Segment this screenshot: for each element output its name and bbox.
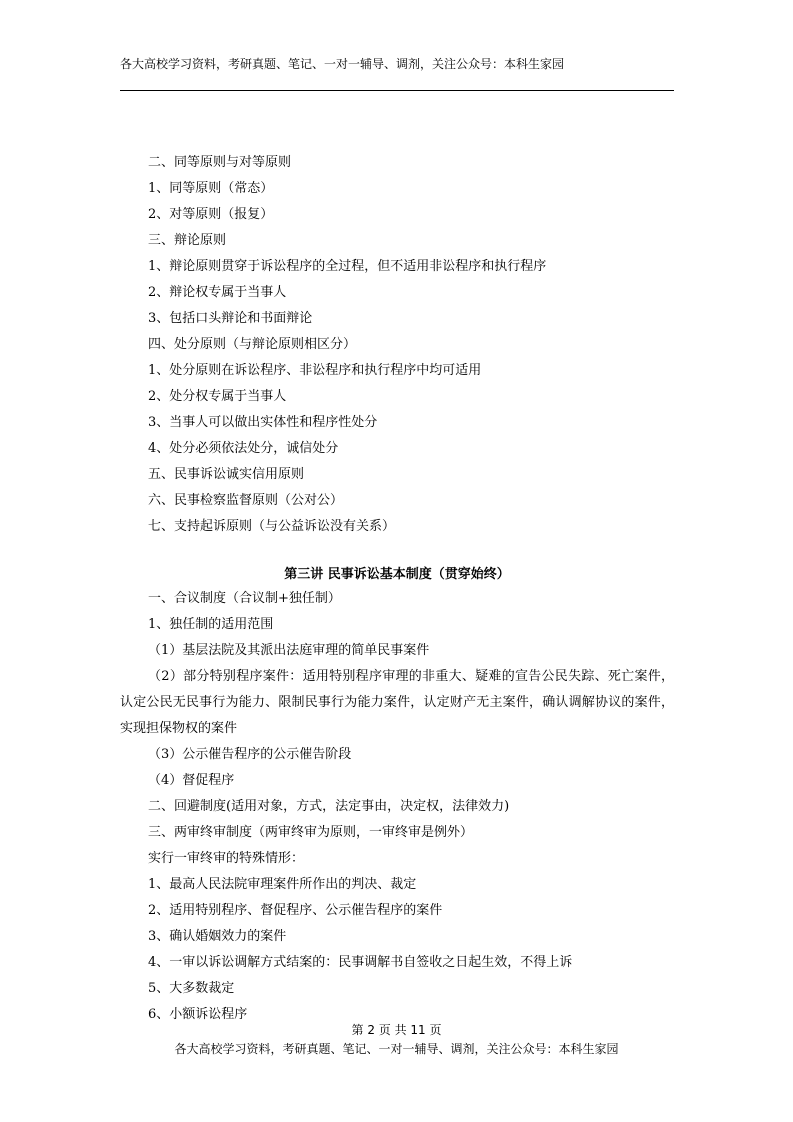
text-line: 4、处分必须依法处分，诚信处分 bbox=[148, 441, 339, 456]
text-line: 2、辩论权专属于当事人 bbox=[148, 285, 287, 300]
text-line: 二、回避制度(适用对象，方式，法定事由，决定权，法律效力) bbox=[148, 799, 510, 814]
text-line: 3、当事人可以做出实体性和程序性处分 bbox=[148, 415, 378, 430]
text-line: 1、独任制的适用范围 bbox=[148, 617, 274, 632]
text-line: 3、包括口头辩论和书面辩论 bbox=[148, 311, 313, 326]
section-principles bbox=[148, 150, 674, 540]
text-line: 二、同等原则与对等原则 bbox=[148, 155, 292, 170]
text-line: 五、民事诉讼诚实信用原则 bbox=[148, 467, 305, 482]
text-line: 四、处分原则（与辩论原则相区分） bbox=[148, 337, 357, 352]
page-number: 第 2 页 共 11 页 bbox=[351, 1023, 442, 1037]
text-line: 六、民事检察监督原则（公对公） bbox=[148, 493, 344, 508]
section-basic-systems bbox=[120, 586, 674, 1028]
text-line: 1、最高人民法院审理案件所作出的判决、裁定 bbox=[148, 877, 417, 892]
text-line: （4）督促程序 bbox=[148, 773, 235, 788]
text-line: （3）公示催告程序的公示催告阶段 bbox=[148, 747, 352, 762]
header-divider bbox=[120, 90, 674, 91]
text-line: 七、支持起诉原则（与公益诉讼没有关系） bbox=[148, 519, 396, 534]
text-line: 1、同等原则（常态） bbox=[148, 181, 274, 196]
text-line: 6、小额诉讼程序 bbox=[148, 1007, 248, 1022]
text-line: 三、辩论原则 bbox=[148, 233, 227, 248]
lecture-title: 第三讲 民事诉讼基本制度（贯穿始终） bbox=[284, 567, 510, 582]
text-line: 实行一审终审的特殊情形： bbox=[148, 851, 305, 866]
text-line: 1、辩论原则贯穿于诉讼程序的全过程，但不适用非讼程序和执行程序 bbox=[148, 259, 547, 274]
text-line: （1）基层法院及其派出法庭审理的简单民事案件 bbox=[148, 643, 430, 658]
text-line: 4、一审以诉讼调解方式结案的：民事调解书自签收之日起生效，不得上诉 bbox=[148, 955, 573, 970]
text-line: 5、大多数裁定 bbox=[148, 981, 235, 996]
page-header: 各大高校学习资料，考研真题、笔记、一对一辅导、调剂，关注公众号：本科生家园 bbox=[120, 57, 565, 71]
text-line: 2、处分权专属于当事人 bbox=[148, 389, 287, 404]
text-line: 2、适用特别程序、督促程序、公示催告程序的案件 bbox=[148, 903, 443, 918]
text-line: 2、对等原则（报复） bbox=[148, 207, 274, 222]
page-footer: 各大高校学习资料，考研真题、笔记、一对一辅导、调剂，关注公众号：本科生家园 bbox=[174, 1042, 619, 1056]
text-paragraph: （2）部分特别程序案件：适用特别程序审理的非重大、疑难的宣告公民失踪、死亡案件，认定公民无民事行为能力、限制民事行为能力案件，认定财产无主案件，确认调解协议的案件，实现担保物权的案件 bbox=[120, 669, 674, 736]
text-line: 3、确认婚姻效力的案件 bbox=[148, 929, 287, 944]
text-line: 一、合议制度（合议制+独任制） bbox=[148, 591, 341, 606]
text-line: 1、处分原则在诉讼程序、非讼程序和执行程序中均可适用 bbox=[148, 363, 482, 378]
text-line: 三、两审终审制度（两审终审为原则，一审终审是例外） bbox=[148, 825, 474, 840]
